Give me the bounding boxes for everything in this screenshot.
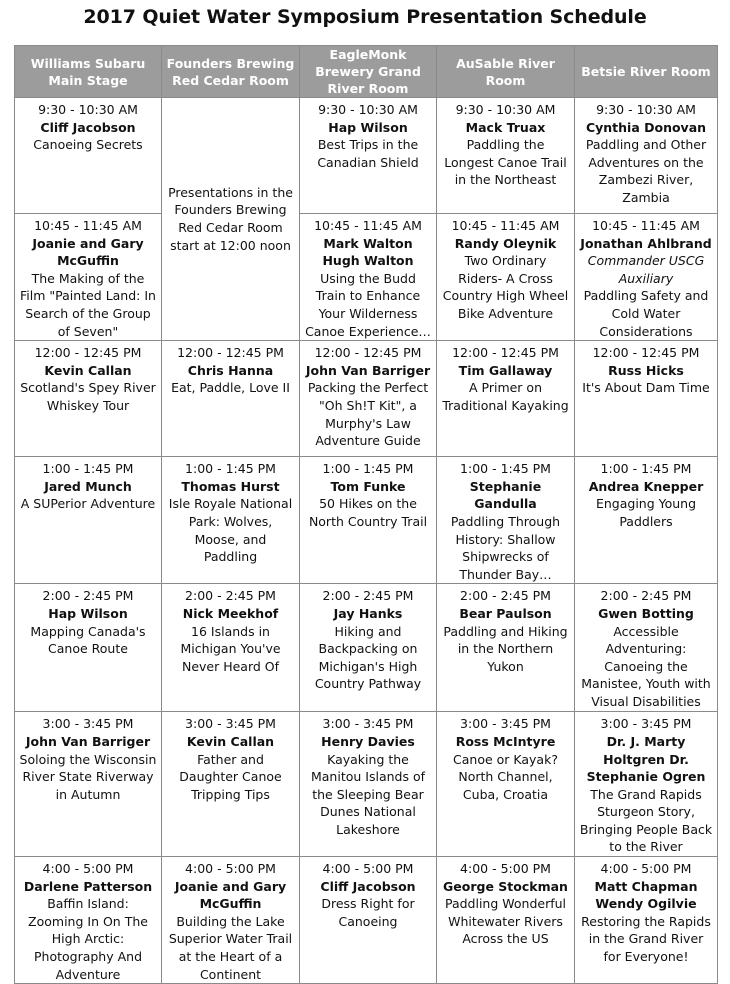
session-presenters: Darlene Patterson: [23, 878, 153, 894]
session-time: 3:00 - 3:45 PM: [322, 716, 414, 732]
session-presenters: Chris Hanna: [187, 362, 274, 378]
session-time: 12:00 - 12:45 PM: [34, 345, 142, 361]
session-time: 1:00 - 1:45 PM: [460, 461, 551, 477]
session-title: Paddling and Other Adventures on the Zambezi River, Zambia: [585, 137, 707, 205]
session-cell: [162, 341, 300, 457]
room-header-red-cedar: Founders Brewing Red Cedar Room: [162, 46, 300, 98]
timeslot-row: [15, 214, 718, 341]
session-time: 3:00 - 3:45 PM: [185, 716, 276, 732]
session-time: 3:00 - 3:45 PM: [42, 716, 134, 732]
session-presenters: Nick Meekhof: [182, 605, 279, 621]
session-cell: [575, 712, 718, 857]
session-presenters: Hap Wilson: [328, 119, 408, 135]
session-presenters: Randy Oleynik: [454, 235, 557, 251]
session-presenters: Mack Truax: [465, 119, 546, 135]
session-cell: [15, 584, 162, 712]
session-presenters: Thomas Hurst: [181, 478, 280, 494]
session-time: 10:45 - 11:45 AM: [314, 218, 422, 233]
session-presenters: Matt Chapman Wendy Ogilvie: [594, 878, 698, 912]
session-presenters: Dr. J. Marty Holtgren Dr. Stephanie Ogren: [586, 733, 706, 785]
session-cell: [15, 857, 162, 984]
timeslot-row: [15, 98, 718, 214]
session-presenters: John Van Barriger: [305, 362, 431, 378]
session-title: Canoe or Kayak? North Channel, Cuba, Croatia: [453, 751, 558, 802]
session-time: 12:00 - 12:45 PM: [177, 345, 284, 361]
session-presenters: Gwen Botting: [598, 605, 694, 621]
session-presenters: Kevin Callan: [186, 733, 275, 749]
session-time: 3:00 - 3:45 PM: [460, 716, 551, 732]
session-time: 2:00 - 2:45 PM: [185, 588, 276, 604]
session-title: 16 Islands in Michigan You've Never Heard Of: [180, 623, 281, 674]
session-title: The Making of the Film "Painted Land: In Search of the Group of Seven": [20, 270, 156, 339]
session-cell: [437, 98, 575, 214]
session-cell: [15, 457, 162, 584]
session-cell: [300, 712, 437, 857]
session-time: 9:30 - 10:30 AM: [318, 102, 418, 117]
session-cell: [575, 457, 718, 584]
session-title: Father and Daughter Canoe Tripping Tips: [179, 751, 282, 802]
session-cell: [575, 857, 718, 984]
session-cell: [437, 584, 575, 712]
session-time: 10:45 - 11:45 AM: [592, 218, 700, 233]
session-title: Paddling Wonderful Whitewater Rivers Across the US: [444, 896, 567, 947]
session-presenters: George Stockman: [443, 878, 568, 894]
session-presenters: Henry Davies: [321, 733, 415, 749]
session-title: Paddling and Hiking in the Northern Yukon: [443, 623, 568, 674]
room-header-ausable: AuSable River Room: [437, 46, 575, 98]
session-time: 1:00 - 1:45 PM: [600, 461, 692, 477]
session-cell: [162, 457, 300, 584]
schedule-table: [14, 45, 718, 984]
session-title: Paddling the Longest Canoe Trail in the Northeast: [444, 137, 567, 188]
session-presenters: Tom Funke: [330, 478, 406, 494]
session-cell: [300, 857, 437, 984]
session-cell: [300, 584, 437, 712]
session-title: It's About Dam Time: [582, 380, 710, 396]
session-cell: [437, 341, 575, 457]
session-presenters: Kevin Callan: [44, 362, 132, 378]
session-presenter-role: Commander USCG Auxiliary: [587, 253, 705, 286]
session-presenters: Jay Hanks: [333, 605, 403, 621]
session-title: Soloing the Wisconsin River State Riverway in Autumn: [19, 751, 157, 802]
session-cell: [162, 584, 300, 712]
session-cell: [15, 214, 162, 341]
session-title: Scotland's Spey River Whiskey Tour: [20, 380, 156, 413]
session-time: 10:45 - 11:45 AM: [34, 218, 142, 233]
header-row: [15, 46, 718, 98]
session-cell: [15, 98, 162, 214]
session-presenters: Joanie and Gary McGuffin: [174, 878, 287, 912]
session-title: Packing the Perfect "Oh Sh!T Kit", a Murphy's Law Adventure Guide: [307, 380, 429, 449]
session-title: Eat, Paddle, Love II: [171, 380, 290, 396]
session-cell: [437, 457, 575, 584]
session-cell: [437, 214, 575, 341]
session-time: 9:30 - 10:30 AM: [38, 102, 138, 117]
session-time: 9:30 - 10:30 AM: [596, 102, 696, 117]
timeslot-row: [15, 341, 718, 457]
session-time: 4:00 - 5:00 PM: [185, 861, 276, 877]
session-time: 4:00 - 5:00 PM: [42, 861, 134, 877]
session-title: Accessible Adventuring: Canoeing the Manistee, Youth with Visual Disabilities: [581, 623, 711, 709]
page-title: 2017 Quiet Water Symposium Presentation Schedule: [83, 6, 647, 28]
session-time: 12:00 - 12:45 PM: [592, 345, 700, 361]
session-presenters: Mark Walton Hugh Walton: [322, 235, 414, 269]
session-time: 9:30 - 10:30 AM: [455, 102, 556, 117]
session-presenters: Cliff Jacobson: [320, 878, 416, 894]
session-time: 2:00 - 2:45 PM: [42, 588, 134, 604]
session-cell: [300, 214, 437, 341]
session-cell: [162, 857, 300, 984]
session-title: Engaging Young Paddlers: [595, 496, 697, 529]
session-title: Two Ordinary Riders- A Cross Country High Wheel Bike Adventure: [442, 253, 569, 321]
session-title: A SUPerior Adventure: [20, 496, 156, 512]
session-presenters: Jonathan Ahlbrand: [580, 235, 712, 251]
session-presenters: Stephanie Gandulla: [469, 478, 542, 512]
room-header-betsie: Betsie River Room: [575, 46, 718, 98]
session-cell: [575, 214, 718, 341]
session-presenters: Hap Wilson: [48, 605, 128, 621]
session-title: A Primer on Traditional Kayaking: [442, 380, 569, 413]
session-title: Dress Right for Canoeing: [321, 896, 415, 929]
session-presenters: Russ Hicks: [608, 362, 684, 378]
session-cell: [300, 98, 437, 214]
session-time: 2:00 - 2:45 PM: [322, 588, 414, 604]
session-cell: [300, 341, 437, 457]
timeslot-row: [15, 857, 718, 984]
session-time: 3:00 - 3:45 PM: [600, 716, 692, 732]
session-presenters: Cynthia Donovan: [585, 119, 707, 135]
session-title: Isle Royale National Park: Wolves, Moose, and Paddling: [168, 496, 293, 565]
session-presenters: Andrea Knepper: [588, 478, 704, 494]
session-title: Hiking and Backpacking on Michigan's High Country Pathway: [314, 623, 422, 692]
session-time: 12:00 - 12:45 PM: [452, 345, 559, 361]
session-title: Best Trips in the Canadian Shield: [317, 137, 419, 170]
session-time: 1:00 - 1:45 PM: [185, 461, 276, 477]
session-presenters: Bear Paulson: [459, 605, 552, 621]
session-title: 50 Hikes on the North Country Trail: [308, 496, 428, 529]
session-presenters: Tim Gallaway: [458, 362, 553, 378]
session-title: Canoeing Secrets: [33, 137, 143, 153]
session-cell: [575, 341, 718, 457]
session-cell: [300, 457, 437, 584]
timeslot-row: [15, 584, 718, 712]
session-title: Paddling Through History: Shallow Shipwrecks of Thunder Bay…: [450, 513, 561, 582]
session-presenters: John Van Barriger: [25, 733, 151, 749]
session-title: Baffin Island: Zooming In On The High Arctic: Photography And Adventure: [28, 896, 148, 982]
session-title: The Grand Rapids Sturgeon Story, Bringing People Back to the River: [579, 786, 713, 855]
session-title: Using the Budd Train to Enhance Your Wilderness Canoe Experience…: [305, 270, 431, 339]
timeslot-row: [15, 712, 718, 857]
room-header-main-stage: Williams Subaru Main Stage: [15, 46, 162, 98]
session-cell: [15, 341, 162, 457]
session-title: Building the Lake Superior Water Trail at the Heart of a Continent: [168, 913, 293, 982]
session-cell: [162, 712, 300, 857]
session-time: 10:45 - 11:45 AM: [451, 218, 560, 233]
session-time: 4:00 - 5:00 PM: [460, 861, 551, 877]
session-title: Mapping Canada's Canoe Route: [30, 623, 146, 657]
session-time: 4:00 - 5:00 PM: [322, 861, 414, 877]
session-time: 1:00 - 1:45 PM: [322, 461, 414, 477]
founders-note-cell: [162, 98, 300, 341]
session-time: 2:00 - 2:45 PM: [460, 588, 551, 604]
session-time: 1:00 - 1:45 PM: [42, 461, 134, 477]
session-cell: [575, 584, 718, 712]
session-cell: [15, 712, 162, 857]
session-title: Paddling Safety and Cold Water Considerations: [583, 288, 709, 339]
session-presenters: Jared Munch: [44, 478, 132, 494]
session-time: 4:00 - 5:00 PM: [600, 861, 692, 877]
timeslot-row: [15, 457, 718, 584]
founders-note: Presentations in the Founders Brewing Red Cedar Room start at 12:00 noon: [168, 184, 293, 253]
session-cell: [437, 712, 575, 857]
session-presenters: Cliff Jacobson: [40, 119, 136, 135]
session-cell: [575, 98, 718, 214]
session-presenters: Joanie and Gary McGuffin: [32, 235, 144, 269]
room-header-grand-river: EagleMonk Brewery Grand River Room: [300, 46, 437, 98]
session-title: Restoring the Rapids in the Grand River for Everyone!: [581, 913, 711, 965]
session-title: Kayaking the Manitou Islands of the Sleeping Bear Dunes National Lakeshore: [310, 751, 425, 837]
session-cell: [437, 857, 575, 984]
session-time: 12:00 - 12:45 PM: [314, 345, 422, 361]
session-presenters: Ross McIntyre: [455, 733, 556, 749]
session-time: 2:00 - 2:45 PM: [600, 588, 692, 604]
